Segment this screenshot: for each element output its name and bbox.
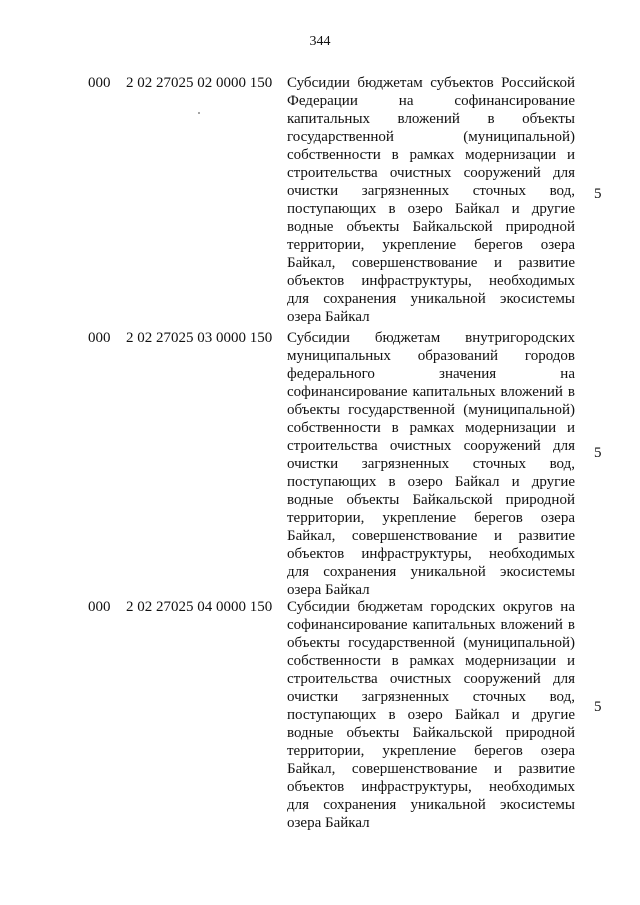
description-line: для сохранения уникальной экосистемы bbox=[287, 291, 575, 307]
description-line: поступающих в озеро Байкал и другие bbox=[287, 201, 575, 217]
description-line: озера Байкал bbox=[287, 309, 370, 325]
description-line: очистки загрязненных сточных вод, bbox=[287, 689, 575, 705]
budget-classification-code: 2 02 27025 03 0000 150 bbox=[126, 330, 273, 346]
description-line: Субсидии бюджетам внутригородских bbox=[287, 330, 575, 346]
page-number: 344 bbox=[309, 34, 331, 49]
description-line: строительства очистных сооружений для bbox=[287, 671, 575, 687]
description-line: капитальных вложений в объекты bbox=[287, 111, 575, 127]
description-line: очистки загрязненных сточных вод, bbox=[287, 456, 575, 472]
description-line: объекты государственной (муниципальной) bbox=[287, 402, 575, 418]
description-line: водные объекты Байкальской природной bbox=[287, 725, 575, 741]
scan-artifact-dot bbox=[198, 112, 200, 114]
description-line: Субсидии бюджетам субъектов Российской bbox=[287, 75, 575, 91]
description-line: Субсидии бюджетам городских округов на bbox=[287, 599, 575, 615]
budget-classification-code: 2 02 27025 04 0000 150 bbox=[126, 599, 273, 615]
description-line: озера Байкал bbox=[287, 815, 370, 831]
budget-classification-code: 2 02 27025 02 0000 150 bbox=[126, 75, 273, 91]
description-line: федерального значения на bbox=[287, 366, 575, 382]
description-line: для сохранения уникальной экосистемы bbox=[287, 797, 575, 813]
description-line: собственности в рамках модернизации и bbox=[287, 420, 575, 436]
description-line: объектов инфраструктуры, необходимых bbox=[287, 546, 575, 562]
description-line: Федерации на софинансирование bbox=[287, 93, 575, 109]
description-line: Байкал, совершенствование и развитие bbox=[287, 255, 575, 271]
description-line: софинансирование капитальных вложений в bbox=[287, 384, 575, 400]
entry-description bbox=[287, 598, 575, 832]
description-line: муниципальных образований городов bbox=[287, 348, 575, 364]
entry-amount: 5 bbox=[594, 186, 602, 202]
entry-amount: 5 bbox=[594, 699, 602, 715]
description-line: Байкал, совершенствование и развитие bbox=[287, 528, 575, 544]
entry-description bbox=[287, 74, 575, 326]
description-line: водные объекты Байкальской природной bbox=[287, 219, 575, 235]
description-line: собственности в рамках модернизации и bbox=[287, 653, 575, 669]
entry-description bbox=[287, 329, 575, 599]
description-line: объектов инфраструктуры, необходимых bbox=[287, 779, 575, 795]
description-line: территории, укрепление берегов озера bbox=[287, 743, 575, 759]
description-line: Байкал, совершенствование и развитие bbox=[287, 761, 575, 777]
description-line: строительства очистных сооружений для bbox=[287, 165, 575, 181]
description-line: строительства очистных сооружений для bbox=[287, 438, 575, 454]
description-line: объекты государственной (муниципальной) bbox=[287, 635, 575, 651]
description-line: очистки загрязненных сточных вод, bbox=[287, 183, 575, 199]
description-line: поступающих в озеро Байкал и другие bbox=[287, 474, 575, 490]
description-line: поступающих в озеро Байкал и другие bbox=[287, 707, 575, 723]
description-line: территории, укрепление берегов озера bbox=[287, 237, 575, 253]
description-line: собственности в рамках модернизации и bbox=[287, 147, 575, 163]
description-line: объектов инфраструктуры, необходимых bbox=[287, 273, 575, 289]
description-line: государственной (муниципальной) bbox=[287, 129, 575, 145]
description-line: софинансирование капитальных вложений в bbox=[287, 617, 575, 633]
entry-amount: 5 bbox=[594, 445, 602, 461]
description-line: озера Байкал bbox=[287, 582, 370, 598]
description-line: территории, укрепление берегов озера bbox=[287, 510, 575, 526]
admin-code: 000 bbox=[88, 599, 111, 615]
admin-code: 000 bbox=[88, 330, 111, 346]
description-line: для сохранения уникальной экосистемы bbox=[287, 564, 575, 580]
admin-code: 000 bbox=[88, 75, 111, 91]
description-line: водные объекты Байкальской природной bbox=[287, 492, 575, 508]
